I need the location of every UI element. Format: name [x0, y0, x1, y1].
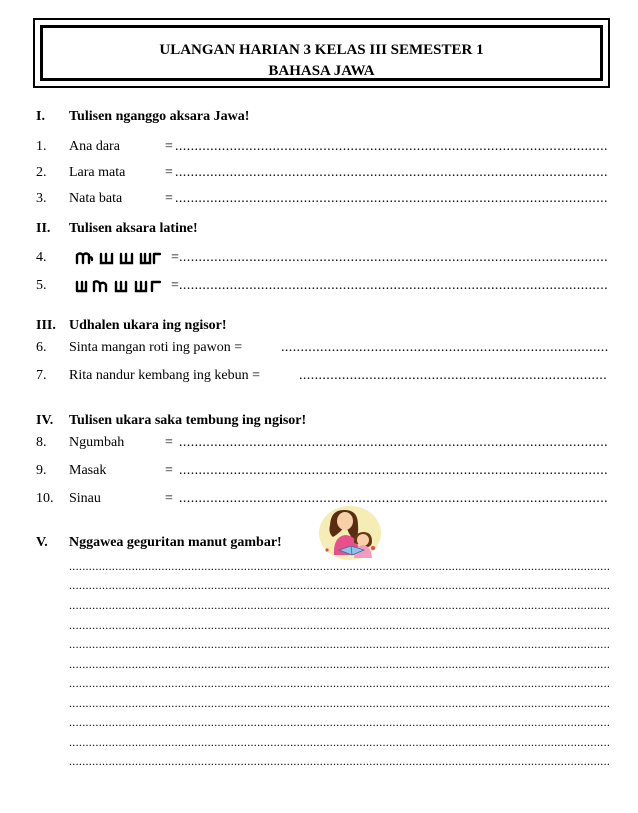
equals-sign: = [165, 435, 173, 450]
section-3-heading [36, 316, 608, 336]
question-text: Masak [69, 463, 107, 478]
writing-line[interactable] [69, 619, 609, 631]
writing-line[interactable] [69, 736, 609, 748]
section-number: V. [36, 535, 48, 550]
question-number: 6. [36, 340, 47, 355]
equals-sign: = [171, 278, 179, 293]
question-text: Ngumbah [69, 435, 125, 450]
question-4 [36, 248, 608, 268]
question-3 [36, 189, 608, 209]
writing-line[interactable] [69, 716, 609, 728]
question-1 [36, 137, 608, 157]
question-number: 4. [36, 250, 47, 265]
question-number: 9. [36, 463, 47, 478]
question-9 [36, 461, 608, 481]
section-2-heading [36, 219, 608, 239]
writing-line[interactable] [69, 677, 609, 689]
section-number: III. [36, 318, 56, 333]
equals-sign: = [165, 191, 173, 206]
section-number: IV. [36, 413, 54, 428]
question-text: Ana dara [69, 139, 120, 154]
question-number: 8. [36, 435, 47, 450]
javanese-script-image [74, 250, 170, 266]
section-title: Nggawea geguritan manut gambar! [69, 535, 282, 550]
question-number: 7. [36, 368, 47, 383]
equals-sign: = [165, 491, 173, 506]
answer-line[interactable] [175, 163, 608, 183]
section-number: II. [36, 221, 51, 236]
question-7 [36, 366, 608, 386]
question-8 [36, 433, 608, 453]
reading-illustration [318, 503, 382, 561]
section-title: Udhalen ukara ing ngisor! [69, 318, 227, 333]
writing-line[interactable] [69, 599, 609, 611]
question-number: 1. [36, 139, 47, 154]
section-1-heading [36, 107, 608, 127]
answer-line[interactable] [299, 366, 608, 386]
equals-sign: = [165, 165, 173, 180]
question-5 [36, 276, 608, 296]
question-number: 10. [36, 491, 54, 506]
question-number: 5. [36, 278, 47, 293]
section-title: Tulisen ukara saka tembung ing ngisor! [69, 413, 307, 428]
question-number: 3. [36, 191, 47, 206]
question-text: Sinta mangan roti ing pawon = [69, 340, 243, 355]
question-text: Rita nandur kembang ing kebun = [69, 368, 261, 383]
section-number: I. [36, 109, 45, 124]
writing-line[interactable] [69, 560, 609, 572]
question-text: Sinau [69, 491, 101, 506]
answer-line[interactable] [179, 461, 608, 481]
worksheet-header [33, 18, 610, 88]
answer-line[interactable] [179, 276, 608, 296]
answer-line[interactable] [179, 248, 608, 268]
section-4-heading [36, 411, 608, 431]
javanese-script-image [74, 278, 170, 294]
equals-sign: = [165, 463, 173, 478]
question-text: Lara mata [69, 165, 126, 180]
writing-line[interactable] [69, 658, 609, 670]
answer-line[interactable] [179, 433, 608, 453]
section-title: Tulisen aksara latine! [69, 221, 198, 236]
answer-line[interactable] [179, 489, 608, 509]
question-number: 2. [36, 165, 47, 180]
section-title: Tulisen nganggo aksara Jawa! [69, 109, 250, 124]
header-inner-frame [40, 25, 603, 81]
writing-line[interactable] [69, 755, 609, 767]
header-title: ULANGAN HARIAN 3 KELAS III SEMESTER 1 [159, 42, 484, 58]
answer-line[interactable] [281, 338, 608, 358]
question-2 [36, 163, 608, 183]
equals-sign: = [171, 250, 179, 265]
equals-sign: = [165, 139, 173, 154]
header-subject: BAHASA JAWA [268, 63, 375, 79]
answer-line[interactable] [175, 189, 608, 209]
writing-line[interactable] [69, 697, 609, 709]
question-text: Nata bata [69, 191, 123, 206]
question-6 [36, 338, 608, 358]
writing-line[interactable] [69, 638, 609, 650]
writing-line[interactable] [69, 579, 609, 591]
answer-line[interactable] [175, 137, 608, 157]
